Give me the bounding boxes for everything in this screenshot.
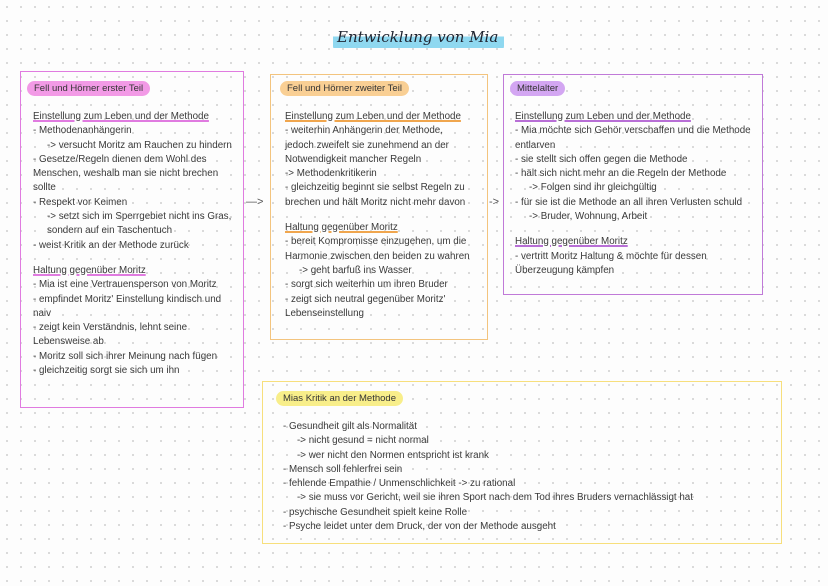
box2-header: Fell und Hörner zweiter Teil [280,81,409,96]
list-item: - weiterhin Anhängerin der Methode, [285,125,443,137]
list-item: -> Folgen sind ihr gleichgültig [529,182,657,194]
box1-section1-heading: Einstellung zum Leben und der Methode [33,111,209,122]
page-title: Entwicklung von Mia [333,26,504,52]
list-item: - hält sich nicht mehr an die Regeln der Methode [515,168,727,180]
list-item: -> setzt sich im Sperrgebiet nicht ins Gras, [47,211,232,223]
list-item: - gleichzeitig sorgt sie sich um ihn [33,365,180,377]
list-item: - zeigt sich neutral gegenüber Moritz' [285,293,446,305]
list-item: sollte [33,182,56,194]
list-item: - sorgt sich weiterhin um ihren Bruder [285,279,448,291]
list-item: - weist Kritik an der Methode zurück [33,239,189,251]
list-item: Lebenseinstellung [285,307,364,319]
box1-content [33,110,232,378]
box3-section1-heading: Einstellung zum Leben und der Methode [515,111,691,122]
list-item: Überzeugung kämpfen [515,264,615,276]
list-item: -> Bruder, Wohnung, Arbeit [529,211,648,223]
list-item: - zeigt kein Verständnis, lehnt seine [33,322,188,334]
list-item: - bereit Kompromisse einzugehen, um die [285,236,467,248]
list-item: - Psyche leidet unter dem Druck, der von der Methode ausgeht [283,521,556,533]
list-item: Harmonie zwischen den beiden zu wahren [285,250,470,262]
arrow-connector: —> [246,196,264,208]
list-item: - sie stellt sich offen gegen die Methode [515,153,688,165]
list-item: -> versucht Moritz am Rauchen zu hindern [47,139,232,151]
list-item: - Moritz soll sich ihrer Meinung nach fügen [33,350,218,362]
box4-content [283,420,693,534]
box4-header: Mias Kritik an der Methode [276,391,403,406]
box3-content [515,110,751,278]
list-item: - vertritt Moritz Haltung & möchte für dessen [515,250,707,262]
list-item: entlarven [515,139,556,151]
box2-section1-heading: Einstellung zum Leben und der Methode [285,111,461,122]
list-item: -> Methodenkritikerin [285,168,377,180]
list-item: Menschen, weshalb man sie nicht brechen [33,168,219,180]
box1-section2-heading: Haltung gegenüber Moritz [33,264,146,276]
list-item: sondern auf ein Taschentuch [47,225,173,237]
list-item: - Methodenanhängerin [33,125,132,137]
list-item: - psychische Gesundheit spielt keine Rolle [283,506,468,518]
list-item: - empfindet Moritz' Einstellung kindisch und [33,293,222,305]
list-item: brechen und hält Moritz nicht mehr davon [285,196,466,208]
list-item: -> geht barfuß ins Wasser [299,264,412,276]
box1-header: Fell und Hörner erster Teil [27,81,150,96]
list-item: - Mia möchte sich Gehör verschaffen und die Methode [515,125,751,137]
list-item: - Mensch soll fehlerfrei sein [283,463,403,475]
list-item: jedoch zweifelt sie zunehmend an der [285,139,449,151]
box2-section2-heading: Haltung gegenüber Moritz [285,222,398,234]
list-item: -> nicht gesund = nicht normal [297,435,429,447]
list-item: -> sie muss vor Gericht, weil sie ihren Sport nach dem Tod ihres Bruders vernachlässigt hat [297,492,693,504]
box3-header: Mittelalter [510,81,565,96]
box2-content [285,110,470,321]
list-item: naiv [33,307,51,319]
list-item: - Mia ist eine Vertrauensperson von Moritz [33,279,217,291]
box3-section2-heading: Haltung gegenüber Moritz [515,236,628,248]
list-item: - Respekt vor Keimen [33,196,128,208]
list-item: -> wer nicht den Normen entspricht ist krank [297,449,489,461]
list-item: Lebensweise ab [33,336,104,348]
list-item: - Gesetze/Regeln dienen dem Wohl des [33,153,207,165]
list-item: - fehlende Empathie / Unmenschlichkeit -> zu rational [283,478,516,490]
list-item: Notwendigkeit mancher Regeln [285,153,422,165]
list-item: - gleichzeitig beginnt sie selbst Regeln zu [285,182,465,194]
list-item: - für sie ist die Methode an all ihren Verlusten schuld [515,196,743,208]
list-item: - Gesundheit gilt als Normalität [283,421,417,432]
arrow-connector: -> [489,196,500,208]
